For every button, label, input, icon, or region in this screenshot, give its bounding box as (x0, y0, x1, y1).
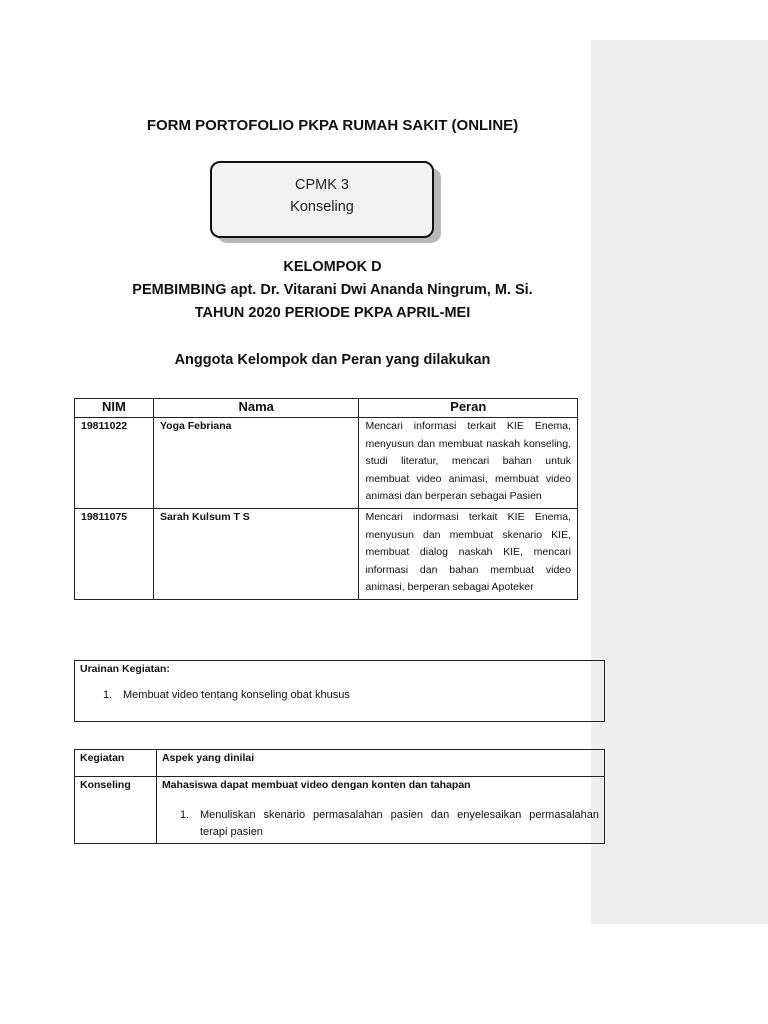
cell-peran: Mencari informasi terkait KIE Enema, menyusun dan membuat naskah konseling, studi literatur, mencari bahan untuk membuat video animasi, membuat video animasi dan berperan sebagai Pasien (359, 418, 578, 509)
cell-nama: Sarah Kulsum T S (153, 508, 359, 599)
cell-nim: 19811075 (75, 508, 154, 599)
supervisor-heading: PEMBIMBING apt. Dr. Vitarani Dwi Ananda Ningrum, M. Si. (132, 282, 533, 298)
header-peran: Peran (359, 399, 578, 418)
cell-nim: 19811022 (75, 418, 154, 509)
cpmk-topic: Konseling (290, 199, 354, 215)
list-number: 1. (103, 689, 113, 701)
table-row (75, 418, 578, 509)
aspek-table (74, 749, 605, 844)
uraian-kegiatan-box (74, 660, 605, 722)
list-item (103, 689, 350, 701)
header-nim: NIM (75, 399, 154, 418)
group-heading: KELOMPOK D (283, 259, 382, 275)
cpmk-number: CPMK 3 (295, 177, 349, 193)
header-nama: Nama (153, 399, 359, 418)
table-row (75, 777, 605, 844)
cell-aspek (156, 777, 604, 844)
list-number: 1. (179, 809, 190, 821)
document-title: FORM PORTOFOLIO PKPA RUMAH SAKIT (ONLINE) (146, 117, 519, 134)
aspek-table-header (75, 750, 605, 777)
members-table-header (75, 399, 578, 418)
list-text: Membuat video tentang konseling obat khusus (123, 689, 350, 701)
table-row (75, 508, 578, 599)
members-section-title: Anggota Kelompok dan Peran yang dilakukan (174, 352, 491, 368)
uraian-label: Urainan Kegiatan: (80, 663, 170, 675)
list-item (180, 807, 599, 841)
cell-peran: Mencari indormasi terkait KIE Enema, menyusun dan membuat skenario KIE, membuat dialog naskah KIE, mencari informasi dan bahan membuat video animasi, berperan sebagai Apoteker (359, 508, 578, 599)
cell-kegiatan: Konseling (75, 777, 157, 844)
list-text: Menuliskan skenario permasalahan pasien dan enyelesaikan permasalahan terapi pasien (199, 809, 599, 838)
aspek-description: Mahasiswa dapat membuat video dengan konten dan tahapan (161, 779, 471, 791)
cpmk-box (210, 161, 434, 238)
comment-margin-panel (591, 40, 768, 924)
period-heading: TAHUN 2020 PERIODE PKPA APRIL-MEI (194, 305, 471, 321)
header-kegiatan: Kegiatan (75, 750, 157, 777)
header-aspek: Aspek yang dinilai (156, 750, 604, 777)
members-table (74, 398, 578, 600)
cell-nama: Yoga Febriana (153, 418, 359, 509)
